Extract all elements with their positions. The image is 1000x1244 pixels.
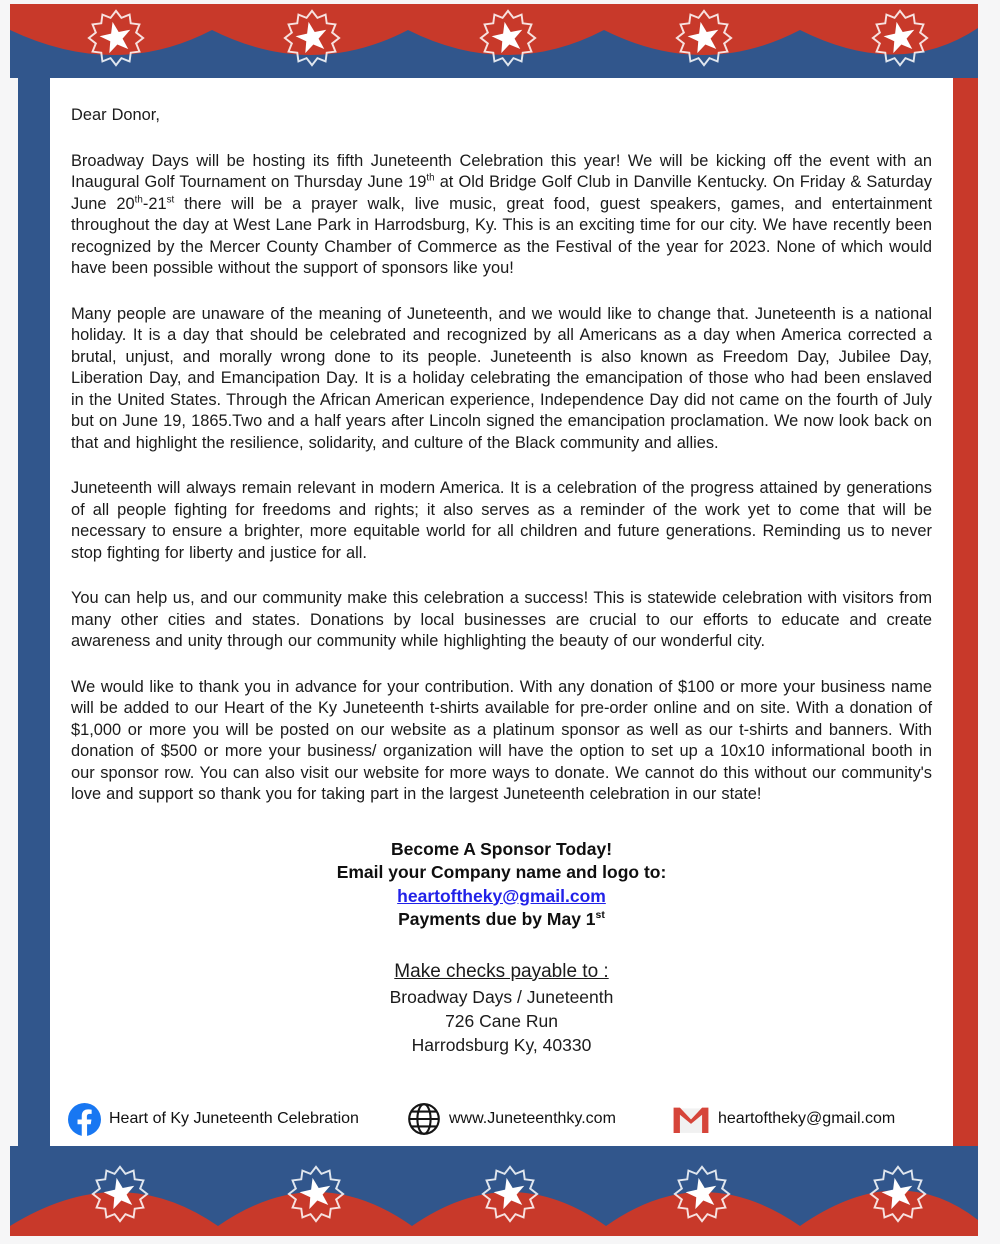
paragraph-relevance: Juneteenth will always remain relevant in modern America. It is a celebration of the progress attained by generations of all people fighting for freedoms and rights; it also serves as a reminder of the work yet to come that will be necessary to ensure a brighter, more equitable world for all children and future generations. Reminding us to never stop fighting for liberty and justice for all. (71, 479, 932, 562)
salutation: Dear Donor, (71, 106, 160, 124)
paragraph-juneteenth-meaning: Many people are unaware of the meaning of Juneteenth, and we would like to change that. Juneteenth is a national holiday. It is a day that should be celebrated and recognized by all Americans as a day when America corrected a brutal, unjust, and morally wrong done to its people. Juneteenth is also known as Freedom Day, Jubilee Day, Liberation Day, and Emancipation Day. It is a holiday celebrating the emancipation of those who had been enslaved in the United States. Through the African American experience, Independence Day did not came on the fourth of July but on June 19, 1865.Two and a half years after Lincoln signed the emancipation proclamation. We now look back on that and highlight the resilience, solidarity, and culture of the Black community and allies. (71, 304, 932, 452)
sponsor-email-link[interactable]: heartoftheky@gmail.com (397, 885, 606, 906)
email-label: heartoftheky@gmail.com (718, 1110, 896, 1127)
facebook-icon (68, 1103, 101, 1136)
letter-sheet (50, 78, 953, 1146)
website-label: www.Juneteenthky.com (449, 1110, 616, 1127)
sponsor-payment-deadline: Payments due by May 1st (398, 909, 605, 929)
paragraph-help-us: You can help us, and our community make this celebration a success! This is statewide celebration with visitors from many other cities and states. Donations by local businesses are crucial to our efforts to educate and create awareness and unity through our community while highlighting the beauty of our wonderful city. (71, 589, 932, 650)
email-contact (672, 1099, 895, 1139)
checks-payee: Broadway Days / Juneteenth (389, 986, 614, 1007)
top-banner-wave (10, 4, 978, 78)
bottom-banner-wave (10, 1146, 978, 1236)
sponsor-email-prompt: Email your Company name and logo to: (336, 862, 667, 882)
right-border-strip (953, 78, 978, 1146)
website-contact (407, 1099, 616, 1139)
checks-address-street: 726 Cane Run (445, 1010, 558, 1031)
globe-icon (407, 1102, 441, 1136)
facebook-label: Heart of Ky Juneteenth Celebration (109, 1110, 359, 1127)
left-border-strip (18, 78, 50, 1146)
checks-block (71, 958, 932, 1057)
sponsor-headline: Become A Sponsor Today! (390, 838, 613, 859)
letter-page (10, 4, 978, 1236)
gmail-icon (672, 1105, 710, 1134)
paragraph-event-announcement: Broadway Days will be hosting its fifth Juneteenth Celebration this year! We will be kicking off the event with an Inaugural Golf Tournament on Thursday June 19th at Old Bridge Golf Club in Danville Kentucky. On Friday & Saturday June 20th-21st there will be a prayer walk, live music, great food, guest speakers, games, and entertainment throughout the day at West Lane Park in Harrodsburg, Ky. This is an exciting time for our city. We have recently been recognized by the Mercer County Chamber of Commerce as the Festival of the year for 2023. None of which would have been possible without the support of sponsors like you! (71, 151, 933, 277)
checks-heading: Make checks payable to : (394, 960, 609, 982)
contact-footer (50, 1099, 953, 1139)
facebook-contact (68, 1099, 359, 1139)
top-banner (10, 4, 978, 78)
sponsor-call-to-action (71, 838, 932, 932)
checks-address-city: Harrodsburg Ky, 40330 (411, 1034, 592, 1055)
bottom-banner (10, 1146, 978, 1236)
paragraph-donation-tiers: We would like to thank you in advance for your contribution. With any donation of $100 or more your business name will be added to our Heart of the Ky Juneteenth t-shirts available for pre-order online and on site. With a donation of $1,000 or more you will be posted on our website as a platinum sponsor as well as our t-shirts and banners. With donation of $500 or more your business/ organization will have the option to set up a 10x10 informational booth in our sponsor row. You can also visit our website for more ways to donate. We cannot do this without our community's love and support so thank you for taking part in the largest Juneteenth celebration in our state! (71, 677, 932, 803)
